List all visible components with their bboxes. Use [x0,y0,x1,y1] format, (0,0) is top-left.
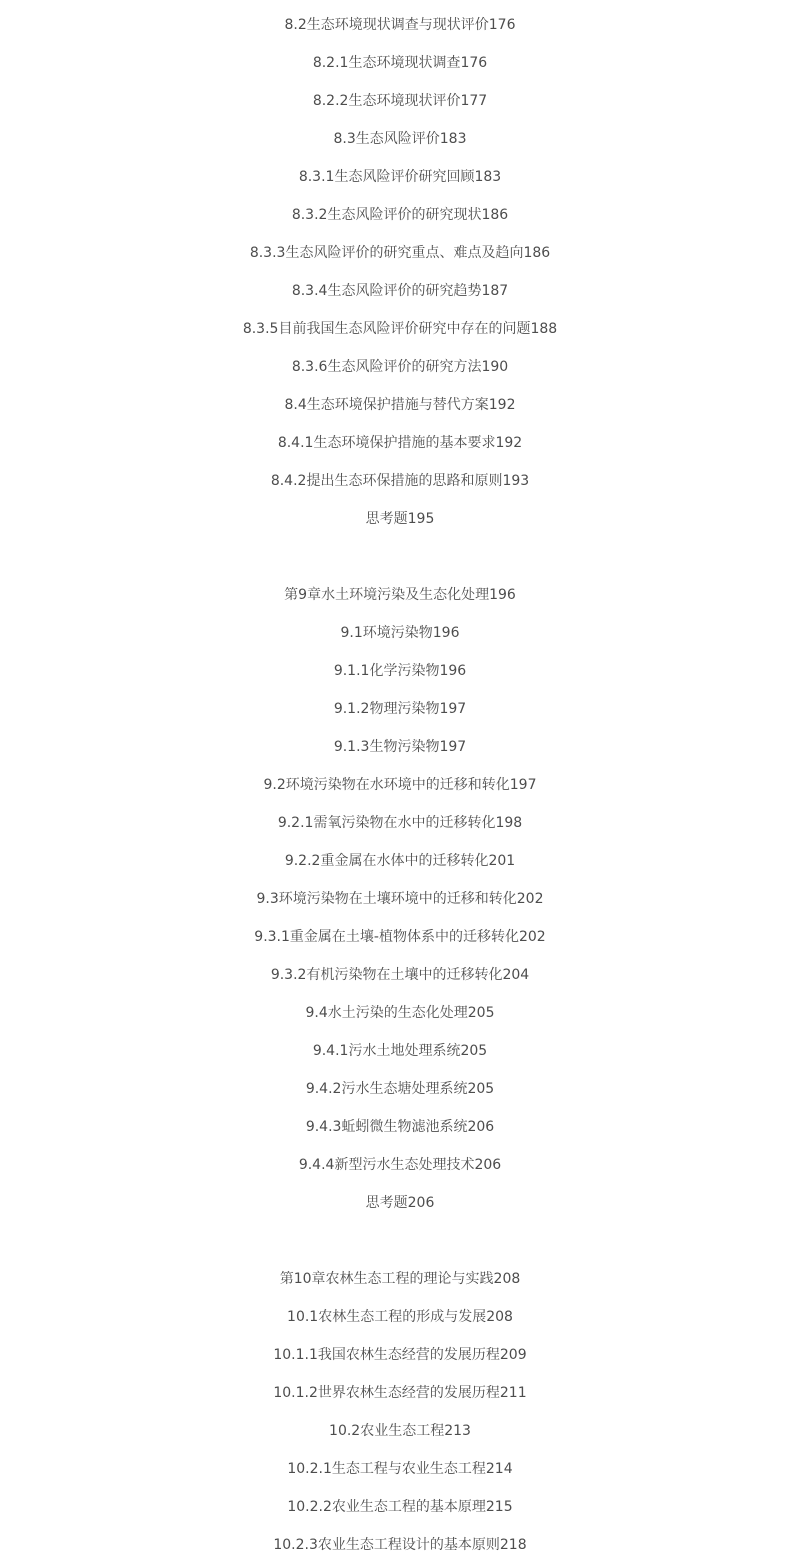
toc-entry: 10.2.3农业生态工程设计的基本原则218 [273,1537,527,1553]
toc-entry: 第9章水土环境污染及生态化处理196 [284,587,516,603]
toc-entry: 8.3生态风险评价183 [333,131,467,147]
toc-entry: 8.2.1生态环境现状调查176 [312,55,488,71]
toc-entry: 9.3.1重金属在土壤-植物体系中的迁移转化202 [254,929,546,945]
toc-entry: 思考题206 [365,1195,435,1211]
toc-entry: 10.2.2农业生态工程的基本原理215 [287,1499,513,1515]
toc-entry: 9.2.2重金属在水体中的迁移转化201 [284,853,516,869]
toc-entry: 8.3.1生态风险评价研究回顾183 [298,169,502,185]
toc-entry: 8.2.2生态环境现状评价177 [312,93,488,109]
toc-entry: 8.2生态环境现状调查与现状评价176 [284,17,516,33]
toc-entry: 9.1.3生物污染物197 [333,739,467,755]
toc-entry: 8.3.5目前我国生态风险评价研究中存在的问题188 [242,321,558,337]
section-spacer [0,1222,800,1260]
toc-entry: 思考题195 [365,511,435,527]
toc-entry: 10.2.1生态工程与农业生态工程214 [287,1461,513,1477]
toc-entry: 9.4水土污染的生态化处理205 [305,1005,495,1021]
toc-entry: 9.1.1化学污染物196 [333,663,467,679]
table-of-contents [0,6,800,1564]
toc-entry: 8.4生态环境保护措施与替代方案192 [284,397,516,413]
toc-entry: 9.4.3蚯蚓微生物滤池系统206 [305,1119,495,1135]
toc-entry: 8.3.3生态风险评价的研究重点、难点及趋向186 [249,245,551,261]
toc-entry: 10.1.2世界农林生态经营的发展历程211 [273,1385,527,1401]
toc-entry: 第10章农林生态工程的理论与实践208 [279,1271,521,1287]
toc-entry: 9.4.2污水生态塘处理系统205 [305,1081,495,1097]
toc-entry: 9.1.2物理污染物197 [333,701,467,717]
toc-entry: 8.3.2生态风险评价的研究现状186 [291,207,509,223]
toc-entry: 9.4.1污水土地处理系统205 [312,1043,488,1059]
toc-entry: 9.2环境污染物在水环境中的迁移和转化197 [263,777,537,793]
toc-entry: 9.4.4新型污水生态处理技术206 [298,1157,502,1173]
toc-entry: 8.3.6生态风险评价的研究方法190 [291,359,509,375]
toc-entry: 9.1环境污染物196 [340,625,460,641]
toc-entry: 8.3.4生态风险评价的研究趋势187 [291,283,509,299]
toc-entry: 10.2农业生态工程213 [329,1423,471,1439]
toc-entry: 8.4.1生态环境保护措施的基本要求192 [277,435,523,451]
toc-entry: 9.3环境污染物在土壤环境中的迁移和转化202 [256,891,544,907]
toc-entry: 9.2.1需氧污染物在水中的迁移转化198 [277,815,523,831]
toc-entry: 10.1农林生态工程的形成与发展208 [287,1309,513,1325]
toc-entry: 10.1.1我国农林生态经营的发展历程209 [273,1347,527,1363]
toc-entry: 9.3.2有机污染物在土壤中的迁移转化204 [270,967,530,983]
section-spacer [0,538,800,576]
toc-entry: 8.4.2提出生态环保措施的思路和原则193 [270,473,530,489]
